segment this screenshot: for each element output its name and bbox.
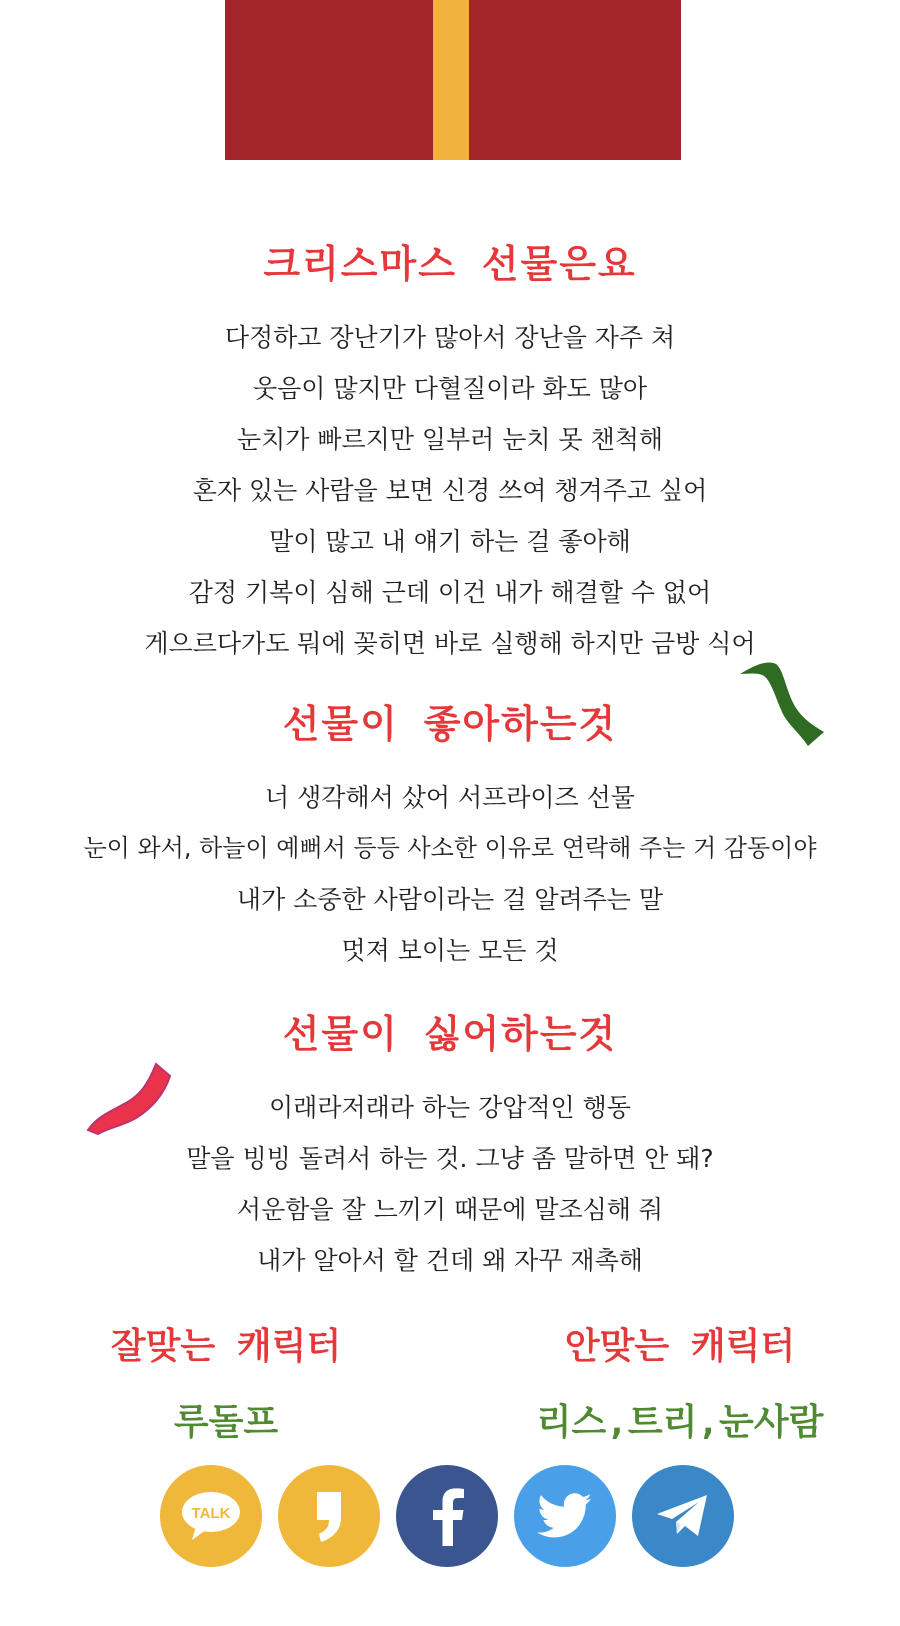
likes-list xyxy=(0,772,900,976)
list-item: 이래라저래라 하는 강압적인 행동 xyxy=(269,1093,631,1122)
list-item: 서운함을 잘 느끼기 때문에 말조심해 줘 xyxy=(236,1195,664,1224)
telegram-icon xyxy=(655,1492,711,1540)
list-item: 눈치가 빠르지만 일부러 눈치 못 챈척해 xyxy=(236,425,664,454)
list-item: 눈이 와서, 하늘이 예뻐서 등등 사소한 이유로 연락해 주는 거 감동이야 xyxy=(83,834,817,862)
list-item: 다정하고 장난기가 많아서 장난을 자주 쳐 xyxy=(224,323,676,352)
gift-ribbon-stripe xyxy=(433,0,469,160)
section-title-dislikes: 선물이 싫어하는것 xyxy=(282,1012,618,1056)
list-item: 혼자 있는 사람을 보면 신경 쓰여 챙겨주고 싶어 xyxy=(192,476,708,505)
twitter-icon xyxy=(537,1493,593,1539)
kakaostory-share-button[interactable] xyxy=(278,1465,380,1567)
list-item: 내가 알아서 할 건데 왜 자꾸 재촉해 xyxy=(257,1246,643,1275)
list-item: 웃음이 많지만 다혈질이라 화도 많아 xyxy=(252,374,648,403)
dislikes-list xyxy=(0,1082,900,1286)
list-item: 감정 기복이 심해 근데 이건 내가 해결할 수 없어 xyxy=(188,578,712,607)
twitter-share-button[interactable] xyxy=(514,1465,616,1567)
facebook-share-button[interactable] xyxy=(396,1465,498,1567)
share-button-row xyxy=(160,1465,740,1567)
bad-match-title: 안맞는 캐릭터 xyxy=(564,1326,796,1367)
bad-match-characters: 리스,트리,눈사람 xyxy=(536,1402,824,1443)
list-item: 내가 소중한 사람이라는 걸 알려주는 말 xyxy=(236,885,664,914)
christmas-gift-description-list xyxy=(0,312,900,669)
good-match-title: 잘맞는 캐릭터 xyxy=(110,1326,342,1367)
gift-box-image xyxy=(225,0,681,160)
kakaotalk-label: TALK xyxy=(191,1505,231,1522)
list-item: 너 생각해서 샀어 서프라이즈 선물 xyxy=(265,783,635,812)
good-match-character: 루돌프 xyxy=(173,1402,279,1443)
list-item: 말이 많고 내 얘기 하는 걸 좋아해 xyxy=(269,527,631,556)
list-item: 말을 빙빙 돌려서 하는 것. 그냥 좀 말하면 안 돼? xyxy=(186,1144,714,1173)
kakaostory-icon xyxy=(309,1488,349,1544)
telegram-share-button[interactable] xyxy=(632,1465,734,1567)
kakaotalk-share-button[interactable] xyxy=(160,1465,262,1567)
list-item: 멋져 보이는 모든 것 xyxy=(341,936,559,965)
section-title-likes: 선물이 좋아하는것 xyxy=(282,702,618,746)
kakaotalk-icon xyxy=(180,1490,242,1542)
section-title-christmas-gift: 크리스마스 선물은요 xyxy=(263,242,637,286)
facebook-icon xyxy=(427,1486,467,1546)
list-item: 게으르다가도 뭐에 꽂히면 바로 실행해 하지만 금방 식어 xyxy=(144,629,756,658)
